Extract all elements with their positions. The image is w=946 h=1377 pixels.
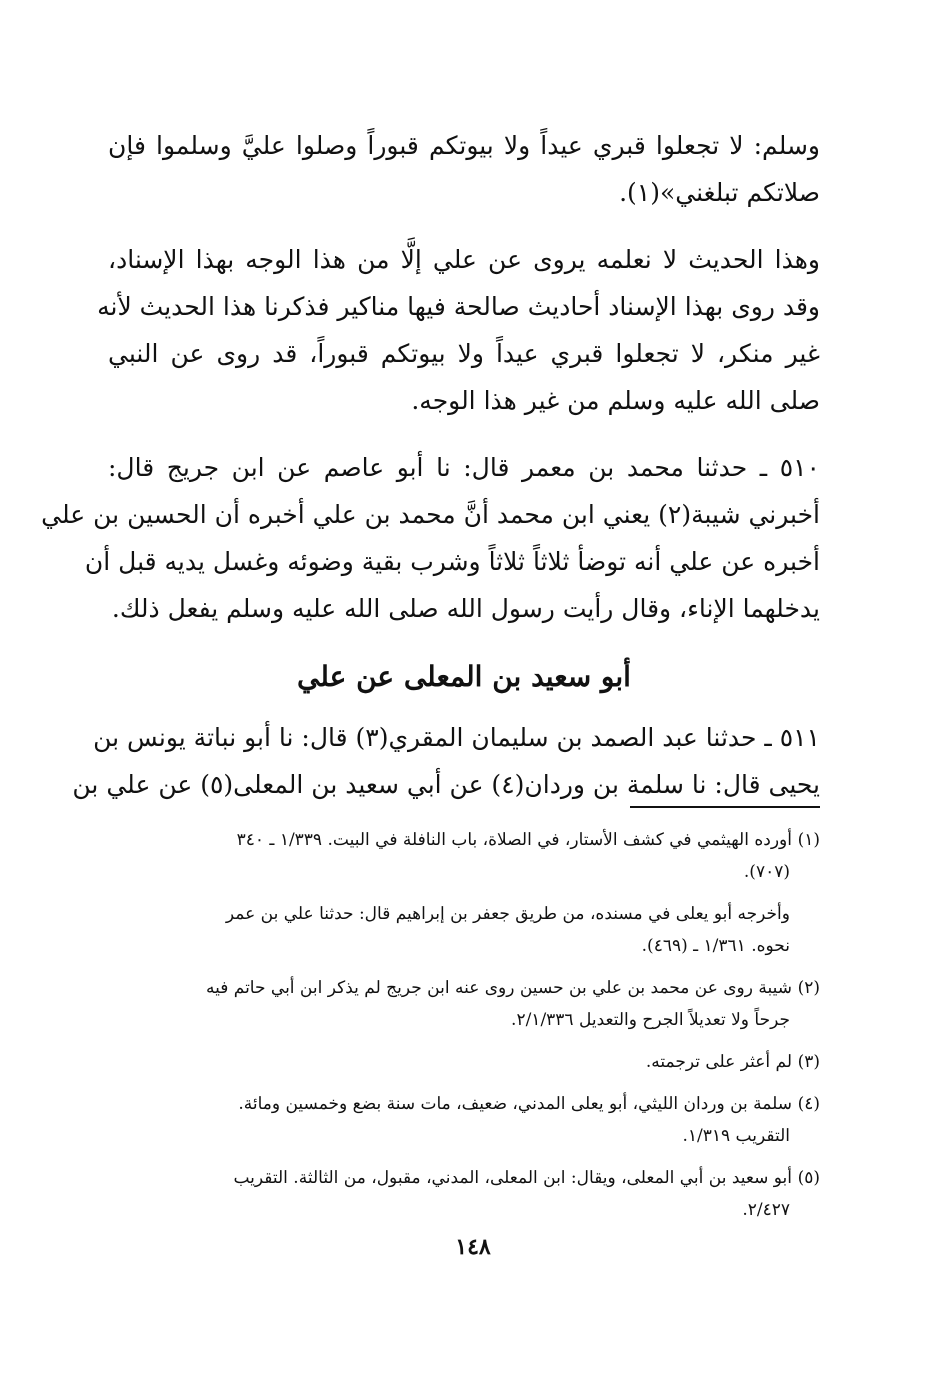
paragraph-line: وسلم: لا تجعلوا قبري عيداً ولا بيوتكم قبوراً وصلوا عليَّ وسلموا فإن <box>108 131 820 160</box>
footnote-5 <box>108 1162 820 1226</box>
paragraph-line: وهذا الحديث لا نعلمه يروى عن علي إلَّا من هذا الوجه بهذا الإسناد، <box>108 245 820 274</box>
footnote-3 <box>108 1046 820 1078</box>
footnote-text: سلمة بن وردان الليثي، أبو يعلى المدني، ضعيف، مات سنة بضع وخمسين ومائة. <box>238 1094 792 1114</box>
footnote-number: (٣) <box>797 1052 820 1072</box>
main-text <box>41 122 820 828</box>
footnote-text: وأخرجه أبو يعلى في مسنده، من طريق جعفر بن إبراهيم قال: حدثنا علي بن عمر <box>225 904 790 924</box>
page-number: ١٤٨ <box>455 1234 491 1260</box>
paragraph-line: غير منكر، لا تجعلوا قبري عيداً ولا بيوتكم قبوراً، قد روى عن النبي <box>108 339 820 368</box>
footnote-number: (٥) <box>797 1168 820 1188</box>
footnote-continuation: ٢/٤٢٧. <box>742 1200 790 1220</box>
paragraph-2 <box>97 236 820 424</box>
footnote-4 <box>108 1088 820 1152</box>
footnote-text: شيبة روى عن محمد بن علي بن حسين روى عنه ابن جريج لم يذكر ابن أبي حاتم فيه <box>205 978 792 998</box>
paragraph-line: ٥١٠ ـ حدثنا محمد بن معمر قال: نا أبو عاصم عن ابن جريج قال: <box>108 453 820 482</box>
hadith-510 <box>41 444 820 632</box>
paragraph-line: يحيى قال: نا سلمة بن وردان(٤) عن أبي سعيد بن المعلى(٥) عن علي بن <box>72 770 820 799</box>
footnote-1-extra <box>108 898 820 962</box>
footnote-text: لم أعثر على ترجمته. <box>645 1052 792 1072</box>
footnote-continuation: (٧٠٧). <box>743 862 790 882</box>
footnote-number: (٤) <box>797 1094 820 1114</box>
paragraph-line: يدخلهما الإناء، وقال رأيت رسول الله صلى الله عليه وسلم يفعل ذلك. <box>111 594 820 623</box>
footnote-text: أبو سعيد بن أبي المعلى، ويقال: ابن المعلى، المدني، مقبول، من الثالثة. التقريب <box>233 1168 792 1188</box>
footnote-continuation: جرحاً ولا تعديلاً الجرح والتعديل ٢/١/٣٣٦. <box>511 1010 790 1030</box>
paragraph-line: ٥١١ ـ حدثنا عبد الصمد بن سليمان المقري(٣) قال: نا أبو نباتة يونس بن <box>93 723 820 752</box>
footnote-2 <box>108 972 820 1036</box>
footnote-number: (١) <box>797 830 820 850</box>
paragraph-line: أخبرني شيبة(٢) يعني ابن محمد أنَّ محمد بن علي أخبره أن الحسين بن علي <box>41 500 820 529</box>
hadith-511 <box>72 714 820 808</box>
footnote-continuation: نحوه. ١/٣٦١ ـ (٤٦٩). <box>641 936 790 956</box>
footnote-continuation: التقريب ١/٣١٩. <box>682 1126 790 1146</box>
footnote-1 <box>108 824 820 888</box>
footnote-number: (٢) <box>797 978 820 998</box>
footnote-separator <box>630 806 820 808</box>
footnotes <box>108 824 820 1236</box>
paragraph-line: وقد روى بهذا الإسناد أحاديث صالحة فيها مناكير فذكرنا هذا الحديث لأنه <box>97 292 820 321</box>
footnote-text: أورده الهيثمي في كشف الأستار، في الصلاة، باب النافلة في البيت. ١/٣٣٩ ـ ٣٤٠ <box>236 830 792 850</box>
paragraph-line: صلاتكم تبلغني»(١). <box>619 178 820 207</box>
paragraph-line: صلى الله عليه وسلم من غير هذا الوجه. <box>411 386 820 415</box>
paragraph-line: أخبره عن علي أنه توضأ ثلاثاً ثلاثاً وشرب بقية وضوئه وغسل يديه قبل أن <box>84 547 820 576</box>
section-heading: أبو سعيد بن المعلى عن علي <box>297 660 631 693</box>
paragraph-1 <box>108 122 820 216</box>
